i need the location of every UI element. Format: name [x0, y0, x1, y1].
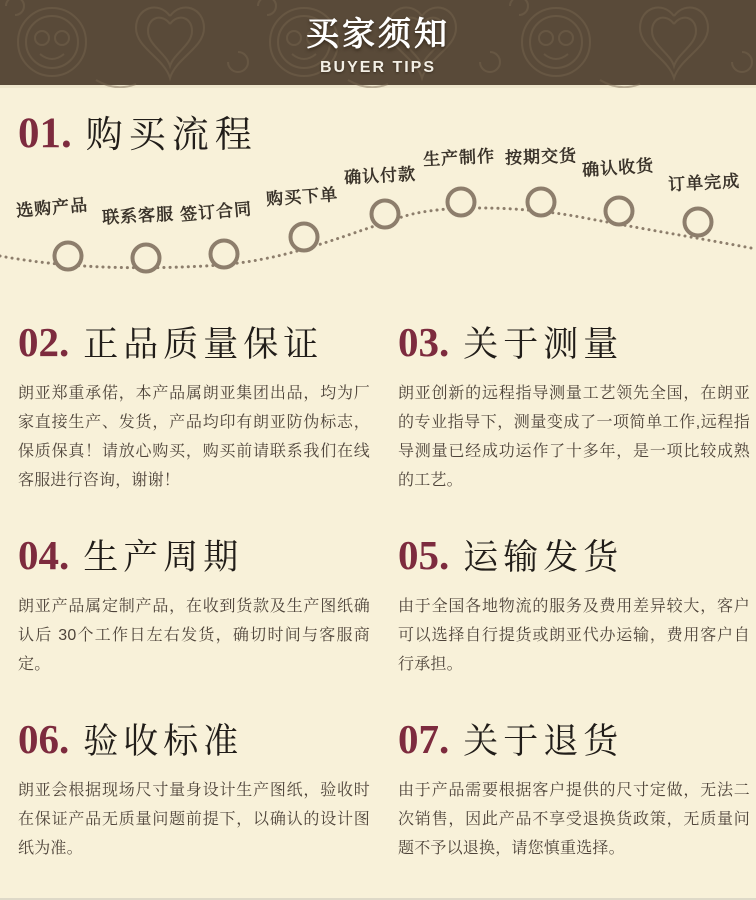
flow-circle-9 [685, 209, 712, 236]
section-title: 验收标准 [83, 722, 244, 761]
section-production-cycle [18, 532, 370, 679]
section-body-text: 朗亚创新的远程指导测量工艺领先全国，在朗亚的专业指导下，测量变成了一项简单工作,远程指导测量已经成功运作了十多年，是一项比较成熟的工艺。 [398, 384, 750, 489]
section-07-heading [398, 716, 750, 762]
section-title: 关于测量 [463, 325, 624, 364]
section-title: 生产周期 [83, 538, 244, 577]
section-about-measurement [398, 319, 750, 495]
section-05-heading [398, 532, 750, 578]
section-02-heading [18, 319, 370, 365]
section-about-returns [398, 716, 750, 863]
flow-step-label-5: 确认付款 [343, 164, 417, 188]
flow-circle-3 [211, 241, 238, 268]
section-number: 06. [18, 716, 70, 762]
purchase-flow [0, 100, 756, 305]
section-number: 02. [18, 319, 70, 365]
flow-step-label-2: 联系客服 [101, 204, 175, 228]
header-title-group [0, 0, 756, 85]
flow-step-label-9: 订单完成 [667, 171, 741, 195]
section-title: 运输发货 [463, 538, 624, 577]
section-body-text: 朗亚会根据现场尺寸量身设计生产图纸，验收时在保证产品无质量问题前提下，以确认的设计图纸为准。 [18, 781, 370, 857]
section-body-text: 朗亚郑重承偌，本产品属朗亚集团出品，均为厂家直接生产、发货，产品均印有朗亚防伪标志，保质保真！请放心购买，购买前请联系我们在线客服进行咨询，谢谢！ [18, 384, 370, 489]
flow-circle-5 [372, 201, 399, 228]
section-03-heading [398, 319, 750, 365]
flow-step-label-3: 签订合同 [179, 199, 253, 225]
flow-circle-2 [133, 245, 160, 272]
flow-circle-7 [528, 189, 555, 216]
page-subtitle: BUYER TIPS [319, 59, 436, 76]
section-title: 正品质量保证 [83, 325, 324, 364]
flow-circle-1 [55, 243, 82, 270]
flow-step-label-1: 选购产品 [15, 195, 89, 221]
section-quality-guarantee [18, 319, 370, 495]
page-title: 买家须知 [306, 15, 450, 52]
section-body-text: 由于全国各地物流的服务及费用差异较大，客户可以选择自行提货或朗亚代办运输，费用客户自行承担。 [398, 597, 750, 673]
section-body-text: 由于产品需要根据客户提供的尺寸定做，无法二次销售，因此产品不享受退换货政策，无质量问题不予以退换，请您慎重选择。 [398, 781, 750, 857]
section-number: 07. [398, 716, 450, 762]
section-number: 01. [18, 110, 72, 157]
flow-step-label-8: 确认收货 [581, 156, 655, 180]
flow-circle-6 [448, 189, 475, 216]
section-number: 04. [18, 532, 70, 578]
section-title: 购买流程 [85, 115, 258, 156]
section-shipping [398, 532, 750, 679]
page-header [0, 0, 756, 88]
section-number: 03. [398, 319, 450, 365]
flow-circle-8 [606, 198, 633, 225]
section-number: 05. [398, 532, 450, 578]
flow-step-label-6: 生产制作 [422, 146, 496, 170]
flow-circle-4 [291, 224, 318, 251]
section-04-heading [18, 532, 370, 578]
section-title: 关于退货 [463, 722, 624, 761]
section-acceptance-standard [18, 716, 370, 863]
flow-step-label-4: 购买下单 [265, 185, 339, 209]
section-body-text: 朗亚产品属定制产品，在收到货款及生产图纸确认后 30个工作日左右发货，确切时间与客服商定。 [18, 597, 370, 673]
flow-step-label-7: 按期交货 [504, 146, 578, 168]
section-06-heading [18, 716, 370, 762]
